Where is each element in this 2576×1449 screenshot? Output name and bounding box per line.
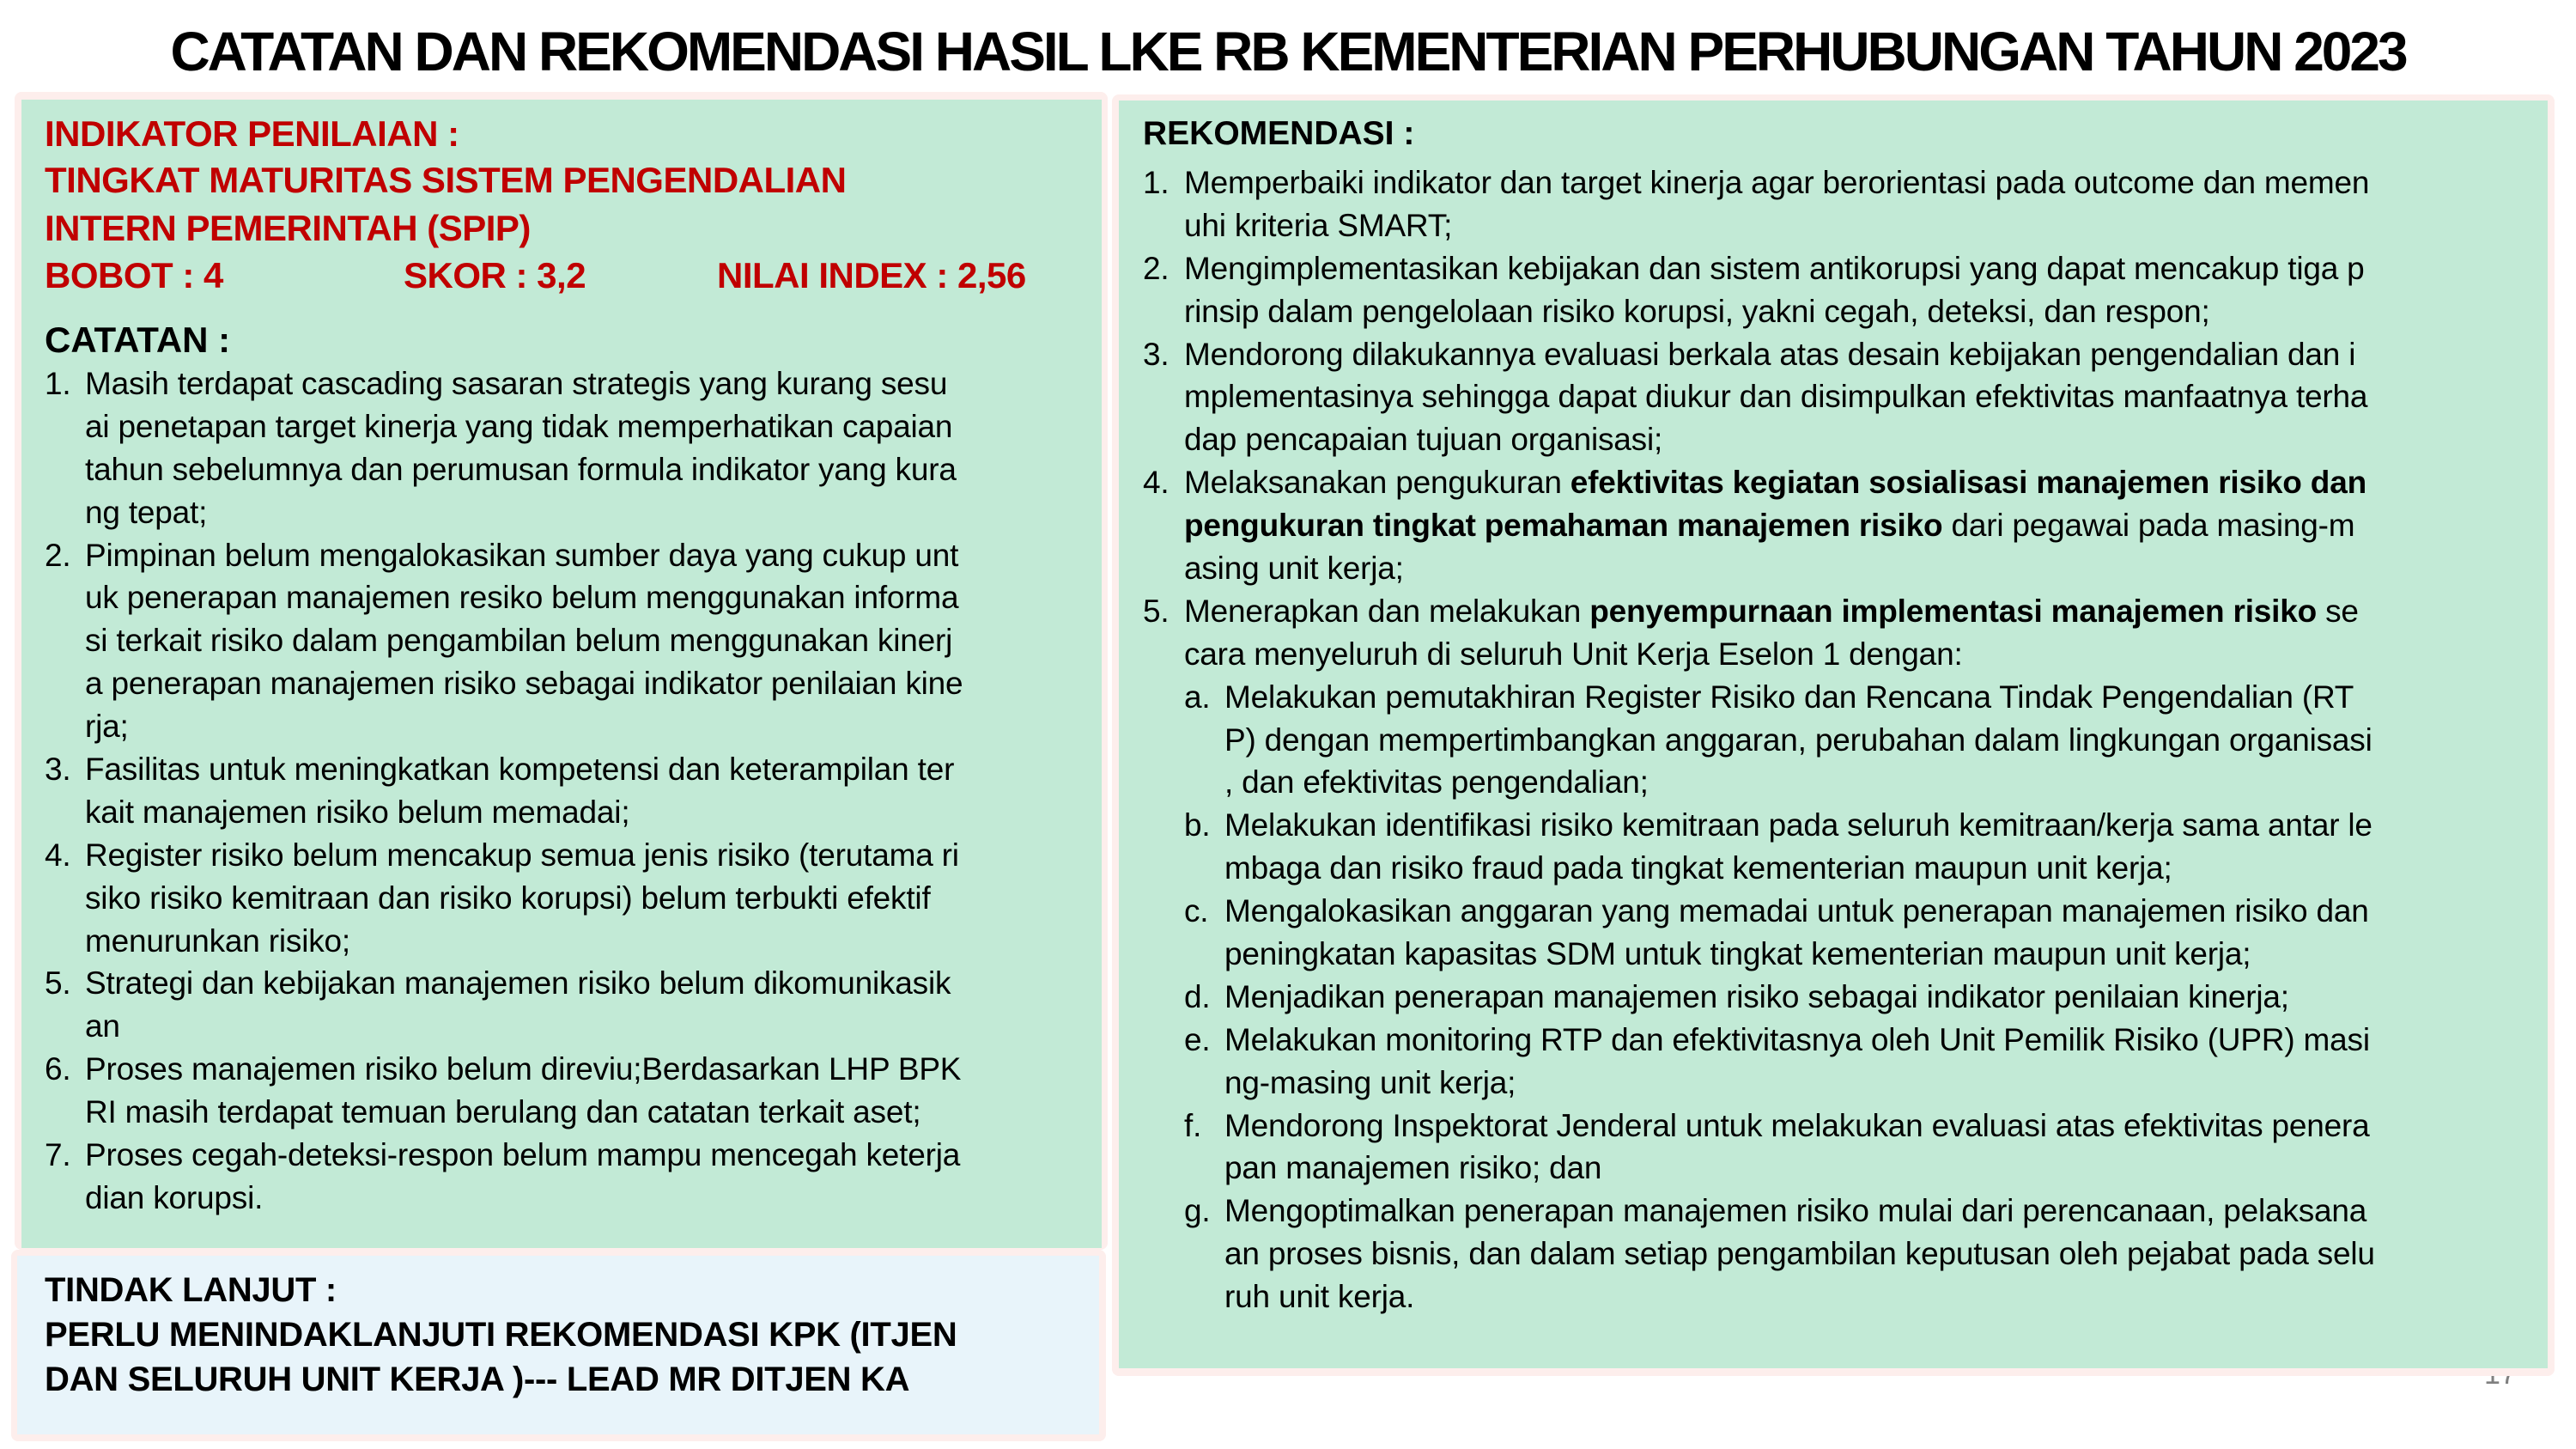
list-item-text: tahun sebelumnya dan perumusan formula indikator yang kura (85, 451, 957, 487)
plain-text: cara menyeluruh di seluruh Unit Kerja Eselon 1 dengan: (1184, 636, 1963, 672)
plain-text: Mengalokasikan anggaran yang memadai untuk penerapan manajemen risiko dan (1224, 893, 2369, 929)
rekomendasi-item-continuation (1143, 933, 2543, 976)
list-item-text (1224, 1105, 2369, 1148)
rekomendasi-heading: REKOMENDASI : (1143, 115, 1415, 152)
list-item-text (1184, 461, 2366, 504)
rekomendasi-item (1143, 676, 2543, 719)
rekomendasi-item-continuation (1143, 719, 2543, 762)
plain-text: , dan efektivitas pengendalian; (1224, 764, 1649, 801)
plain-text: Mengimplementasikan kebijakan dan sistem antikorupsi yang dapat mencakup tiga p (1184, 250, 2365, 286)
catatan-item-continuation (45, 877, 1092, 920)
rekomendasi-item (1143, 1105, 2543, 1148)
list-item-text (1224, 890, 2369, 933)
list-item-text: rja; (85, 709, 129, 745)
plain-text: mbaga dan risiko fraud pada tingkat kementerian maupun unit kerja; (1224, 850, 2172, 886)
list-item-text: Fasilitas untuk meningkatkan kompetensi dan keterampilan ter (85, 752, 955, 788)
plain-text: Mendorong Inspektorat Jenderal untuk melakukan evaluasi atas efektivitas penera (1224, 1107, 2370, 1143)
catatan-item-continuation (45, 705, 1092, 748)
list-item-text: a penerapan manajemen risiko sebagai indikator penilaian kine (85, 666, 963, 702)
rekomendasi-item (1143, 976, 2543, 1019)
catatan-item (45, 834, 1092, 877)
list-marker: c. (1184, 893, 1209, 929)
list-item-text: kait manajemen risiko belum memadai; (85, 794, 630, 830)
rekomendasi-item-continuation (1143, 633, 2543, 676)
list-item-text: dian korupsi. (85, 1179, 264, 1215)
rekomendasi-item-continuation (1143, 375, 2543, 418)
slide-title: CATATAN DAN REKOMENDASI HASIL LKE RB KEMENTERIAN PERHUBUNGAN TAHUN 2023 (170, 21, 2406, 82)
list-item-text: an (85, 1008, 120, 1044)
list-marker: d. (1184, 978, 1211, 1014)
rekomendasi-item-continuation (1143, 204, 2543, 247)
list-item-text (1184, 333, 2355, 376)
catatan-item (45, 962, 1092, 1005)
plain-text: dari pegawai pada masing-m (1942, 508, 2355, 544)
catatan-list (45, 362, 1092, 1220)
list-item-text (1184, 547, 1404, 590)
score-row (45, 252, 1092, 299)
plain-text: an proses bisnis, dan dalam setiap pengambilan keputusan oleh pejabat pada selu (1224, 1236, 2375, 1272)
plain-text: mplementasinya sehingga dapat diukur dan disimpulkan efektivitas manfaatnya terha (1184, 379, 2368, 415)
list-item-text: Strategi dan kebijakan manajemen risiko belum dikomunikasik (85, 965, 951, 1002)
list-marker: 5. (45, 965, 71, 1002)
rekomendasi-item-continuation (1143, 547, 2543, 590)
list-marker: g. (1184, 1193, 1211, 1229)
bobot-value: BOBOT : 4 (45, 255, 223, 295)
rekomendasi-item (1143, 890, 2543, 933)
list-item-text (1224, 1062, 1516, 1105)
list-item-text: Register risiko belum mencakup semua jenis risiko (terutama ri (85, 837, 959, 873)
list-item-text: si terkait risiko dalam pengambilan belum menggunakan kinerj (85, 623, 953, 659)
list-item-text: Proses cegah-deteksi-respon belum mampu mencegah keterja (85, 1137, 961, 1173)
list-item-text (1224, 1019, 2370, 1062)
rekomendasi-item (1143, 1019, 2543, 1062)
catatan-item-continuation (45, 619, 1092, 662)
skor-value: SKOR : 3,2 (404, 255, 586, 295)
rekomendasi-item (1143, 247, 2543, 290)
plain-text: Melakukan identifikasi risiko kemitraan pada seluruh kemitraan/kerja sama antar le (1224, 807, 2372, 843)
plain-text: dap pencapaian tujuan organisasi; (1184, 422, 1663, 458)
rekomendasi-item (1143, 461, 2543, 504)
catatan-item (45, 1048, 1092, 1091)
list-marker: 4. (1143, 465, 1170, 501)
list-item-text (1224, 847, 2172, 890)
list-item-text (1184, 247, 2365, 290)
list-item-text: Pimpinan belum mengalokasikan sumber daya yang cukup unt (85, 537, 959, 573)
list-marker: 6. (45, 1051, 71, 1087)
catatan-item-continuation (45, 1177, 1092, 1220)
plain-text: rinsip dalam pengelolaan risiko korupsi, yakni cegah, deteksi, dan respon; (1184, 293, 2210, 329)
tindak-lanjut-heading: TINDAK LANJUT : (45, 1271, 337, 1309)
tindak-lanjut-line2: DAN SELURUH UNIT KERJA )--- LEAD MR DITJEN KA (45, 1361, 910, 1398)
catatan-item-continuation (45, 1091, 1092, 1134)
catatan-item (45, 748, 1092, 791)
list-item-text (1224, 761, 1649, 804)
plain-text: P) dengan mempertimbangkan anggaran, perubahan dalam lingkungan organisasi (1224, 721, 2372, 758)
list-marker: 2. (1143, 250, 1170, 286)
list-marker: 3. (1143, 336, 1170, 372)
plain-text: peningkatan kapasitas SDM untuk tingkat kementerian maupun unit kerja; (1224, 936, 2251, 972)
rekomendasi-item-continuation (1143, 761, 2543, 804)
rekomendasi-item-continuation (1143, 290, 2543, 333)
tindak-lanjut-line1: PERLU MENINDAKLANJUTI REKOMENDASI KPK (ITJEN (45, 1316, 957, 1354)
indikator-name-line1: TINGKAT MATURITAS SISTEM PENGENDALIAN (45, 160, 847, 200)
catatan-item-continuation (45, 448, 1092, 491)
plain-text: Memperbaiki indikator dan target kinerja agar berorientasi pada outcome dan memen (1184, 165, 2370, 200)
rekomendasi-item-continuation (1143, 504, 2543, 547)
rekomendasi-item-continuation (1143, 847, 2543, 890)
list-item-text (1224, 1147, 1601, 1190)
list-item-text (1184, 161, 2369, 204)
list-item-text (1184, 590, 2359, 633)
indikator-name-line2: INTERN PEMERINTAH (SPIP) (45, 208, 531, 248)
list-item-text (1184, 204, 1452, 247)
list-item-text: menurunkan risiko; (85, 922, 350, 959)
catatan-item-continuation (45, 920, 1092, 963)
catatan-item-continuation (45, 791, 1092, 834)
emphasis-text: pengukuran tingkat pemahaman manajemen risiko (1184, 508, 1943, 544)
plain-text: Melakukan pemutakhiran Register Risiko dan Rencana Tindak Pengendalian (RT (1224, 679, 2354, 715)
list-item-text: siko risiko kemitraan dan risiko korupsi) belum terbukti efektif (85, 880, 931, 916)
emphasis-text: efektivitas kegiatan sosialisasi manajemen risiko dan (1570, 465, 2366, 501)
list-item-text: uk penerapan manajemen resiko belum menggunakan informa (85, 580, 959, 616)
list-marker: f. (1184, 1107, 1202, 1143)
catatan-item (45, 362, 1092, 405)
catatan-item-continuation (45, 576, 1092, 619)
list-item-text (1224, 719, 2372, 762)
list-item-text (1224, 804, 2372, 847)
plain-text: Mengoptimalkan penerapan manajemen risiko mulai dari perencanaan, pelaksana (1224, 1193, 2367, 1229)
plain-text: Melakukan monitoring RTP dan efektivitasnya oleh Unit Pemilik Risiko (UPR) masi (1224, 1021, 2370, 1057)
list-marker: 3. (45, 752, 71, 788)
plain-text: ruh unit kerja. (1224, 1279, 1415, 1315)
rekomendasi-item-continuation (1143, 1147, 2543, 1190)
catatan-item-continuation (45, 491, 1092, 534)
list-item-text (1184, 375, 2367, 418)
list-marker: 1. (1143, 165, 1170, 200)
list-item-text (1224, 1233, 2375, 1275)
rekomendasi-item (1143, 333, 2543, 376)
rekomendasi-item (1143, 590, 2543, 633)
list-item-text: ai penetapan target kinerja yang tidak memperhatikan capaian (85, 408, 953, 444)
list-item-text: Proses manajemen risiko belum direviu;Berdasarkan LHP BPK (85, 1051, 962, 1087)
list-item-text (1184, 418, 1662, 461)
catatan-item-continuation (45, 662, 1092, 705)
list-item-text (1224, 1275, 1414, 1318)
rekomendasi-item (1143, 161, 2543, 204)
list-item-text: ng tepat; (85, 494, 208, 530)
list-marker: b. (1184, 807, 1211, 843)
plain-text: Menjadikan penerapan manajemen risiko sebagai indikator penilaian kinerja; (1224, 978, 2289, 1014)
rekomendasi-item-continuation (1143, 1233, 2543, 1275)
plain-text: Menerapkan dan melakukan (1184, 593, 1590, 629)
rekomendasi-item-continuation (1143, 1275, 2543, 1318)
list-marker: 1. (45, 366, 71, 401)
plain-text: Mendorong dilakukannya evaluasi berkala atas desain kebijakan pengendalian dan i (1184, 336, 2356, 372)
list-marker: 4. (45, 837, 71, 873)
rekomendasi-list (1143, 161, 2543, 1318)
catatan-heading: CATATAN : (45, 320, 231, 360)
emphasis-text: penyempurnaan implementasi manajemen risiko (1589, 593, 2318, 629)
list-marker: 7. (45, 1137, 71, 1173)
list-marker: a. (1184, 679, 1211, 715)
plain-text: Melaksanakan pengukuran (1184, 465, 1571, 501)
rekomendasi-item-continuation (1143, 418, 2543, 461)
plain-text: uhi kriteria SMART; (1184, 207, 1453, 243)
list-item-text (1184, 504, 2354, 547)
catatan-item-continuation (45, 405, 1092, 448)
list-item-text (1184, 290, 2210, 333)
list-marker: 2. (45, 537, 71, 573)
list-item-text: Masih terdapat cascading sasaran strategis yang kurang sesu (85, 366, 948, 401)
list-marker: 5. (1143, 593, 1170, 629)
rekomendasi-item-continuation (1143, 1062, 2543, 1105)
list-item-text: RI masih terdapat temuan berulang dan catatan terkait aset; (85, 1094, 921, 1130)
catatan-item (45, 1134, 1092, 1177)
plain-text: se (2317, 593, 2359, 629)
plain-text: ng-masing unit kerja; (1224, 1064, 1516, 1100)
rekomendasi-item (1143, 1190, 2543, 1233)
catatan-item (45, 534, 1092, 577)
list-item-text (1184, 633, 1963, 676)
plain-text: asing unit kerja; (1184, 551, 1404, 587)
list-item-text (1224, 676, 2354, 719)
indikator-label: INDIKATOR PENILAIAN : (45, 113, 459, 154)
list-item-text (1224, 933, 2251, 976)
catatan-item-continuation (45, 1005, 1092, 1048)
nilai-index-value: NILAI INDEX : 2,56 (717, 255, 1026, 295)
plain-text: pan manajemen risiko; dan (1224, 1150, 1602, 1186)
list-item-text (1224, 1190, 2366, 1233)
list-marker: e. (1184, 1021, 1211, 1057)
list-item-text (1224, 976, 2289, 1019)
rekomendasi-item (1143, 804, 2543, 847)
